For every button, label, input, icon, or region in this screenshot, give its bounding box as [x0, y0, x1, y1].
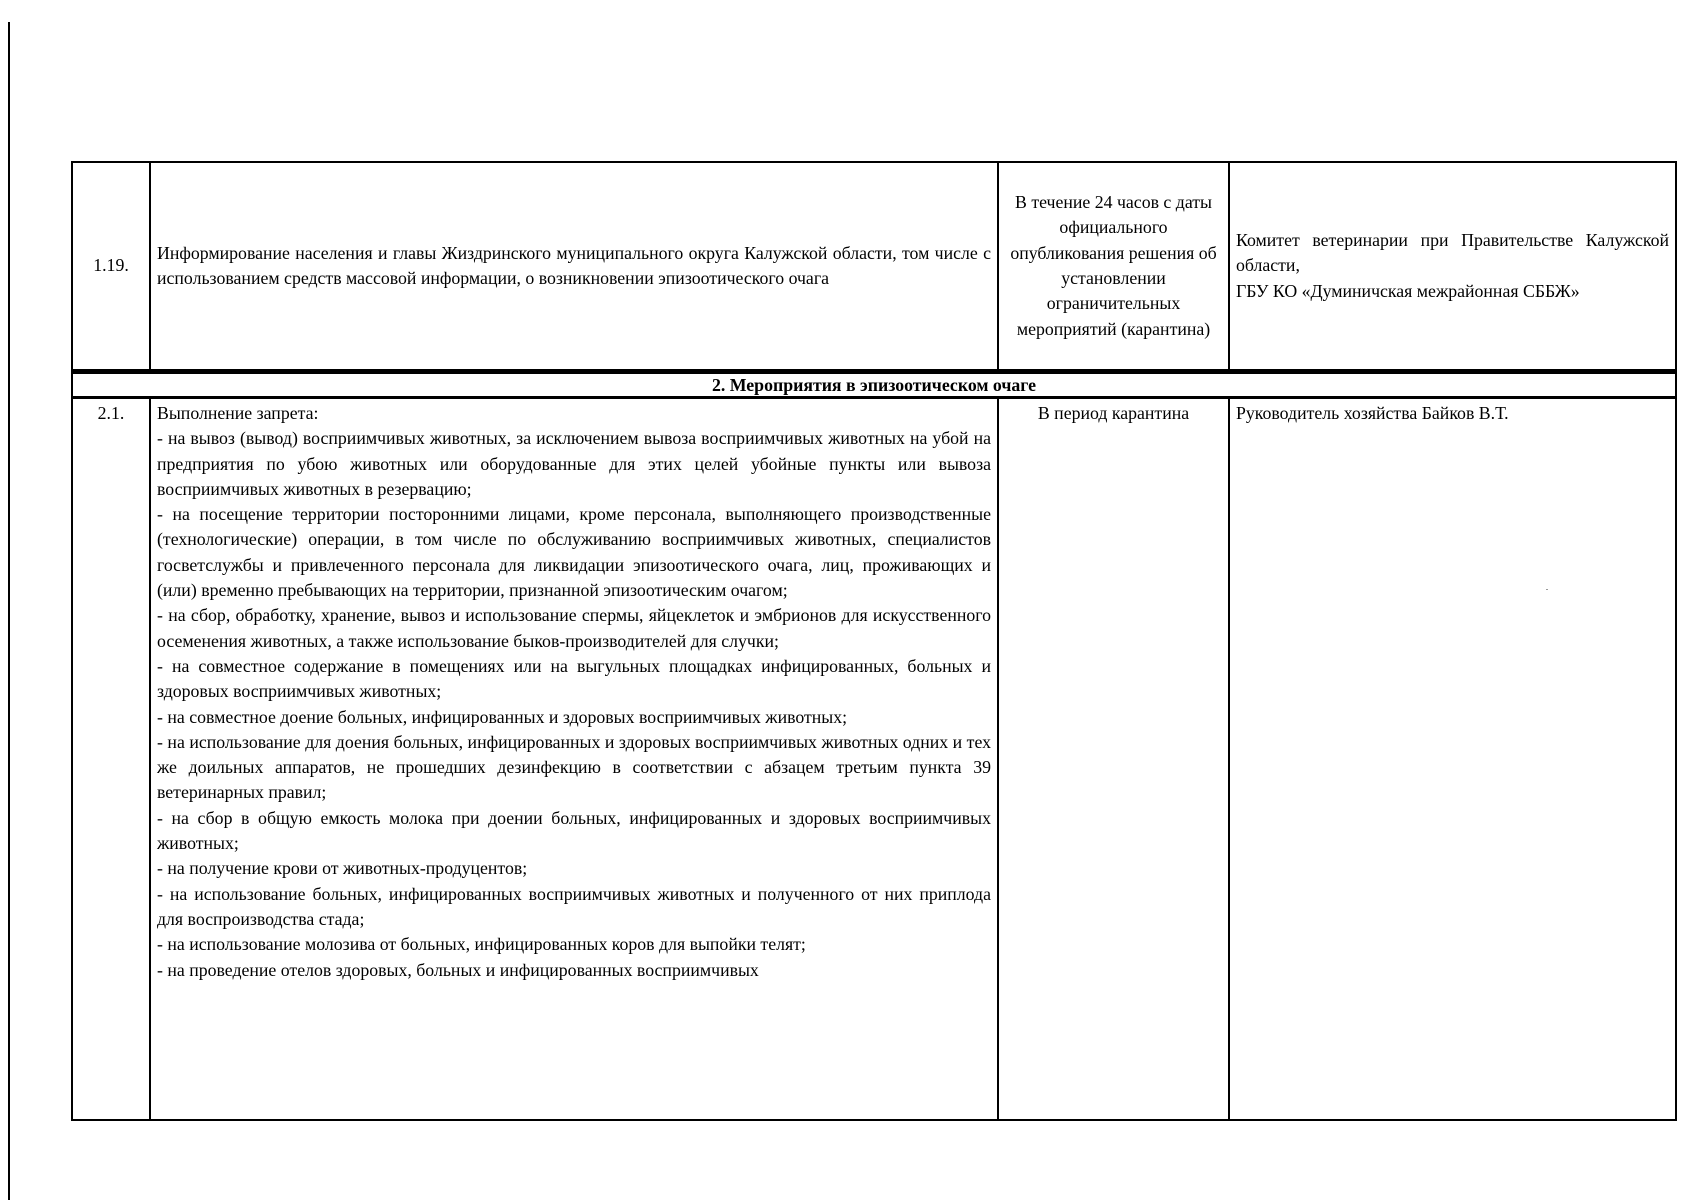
scan-speck	[1546, 589, 1548, 590]
prohibition-item: - на посещение территории посторонними лицами, кроме персонала, выполняющего производственные (технологические) операции, в том числе по обслуживанию восприимчивых животных, специалистов госветслужбы и привлеченного персонала для ликвидации эпизоотического очага, лиц, проживающих и (или) временно пребывающих на территории, признанной эпизоотическим очагом;	[157, 504, 991, 601]
responsible-cell: Руководитель хозяйства Байков В.Т.	[1229, 398, 1676, 1120]
prohibition-item: - на совместное доение больных, инфицированных и здоровых восприимчивых животных;	[157, 706, 848, 727]
prohibition-item: - на использование молозива от больных, инфицированных коров для выпойки телят;	[157, 934, 806, 955]
prohibition-item: - на использование больных, инфицированных восприимчивых животных и полученного от них приплода для воспроизводства стада;	[157, 883, 991, 929]
section-title: 2. Мероприятия в эпизоотическом очаге	[72, 372, 1676, 398]
prohibition-item: - на получение крови от животных-продуцентов;	[157, 858, 528, 879]
measures-table	[71, 161, 1677, 1121]
responsible-line: ГБУ КО «Думиничская межрайонная СББЖ»	[1236, 280, 1580, 301]
item-number-cell: 2.1.	[72, 398, 150, 1120]
prohibition-item: - на совместное содержание в помещениях или на выгульных площадках инфицированных, больных и здоровых восприимчивых животных;	[157, 655, 991, 702]
prohibition-item: - на использование для доения больных, инфицированных и здоровых восприимчивых животных одних и тех же доильных аппаратов, не прошедших дезинфекцию в соответствии с абзацем третьим пункта 39 ветеринарных правил;	[157, 731, 991, 803]
section-header-row	[72, 372, 1676, 398]
measure-text-cell: Информирование населения и главы Жиздринского муниципального округа Калужской области, том числе с использованием средств массовой информации, о возникновении эпизоотического очага	[150, 162, 998, 372]
responsible-cell	[1229, 162, 1676, 372]
prohibition-item: - на сбор в общую емкость молока при доении больных, инфицированных и здоровых восприимчивых животных;	[157, 807, 991, 854]
item-number-cell: 1.19.	[72, 162, 150, 372]
measure-text-cell	[150, 398, 998, 1120]
term-cell: В течение 24 часов с даты официального опубликования решения об установлении ограничительных мероприятий (карантина)	[998, 162, 1229, 372]
measure-intro: Выполнение запрета:	[157, 403, 319, 423]
responsible-line: Комитет ветеринарии при Правительстве Калужской области,	[1236, 230, 1669, 276]
left-margin-line	[8, 22, 10, 1200]
prohibition-item: - на проведение отелов здоровых, больных и инфицированных восприимчивых	[157, 959, 759, 980]
term-cell: В период карантина	[998, 398, 1229, 1120]
prohibition-item: - на вывоз (вывод) восприимчивых животных, за исключением вывоза восприимчивых животных на убой на предприятия по убою животных или оборудованные для этих целей убойные пункты или вывоза восприимчивых животных в резервацию;	[157, 428, 991, 499]
table-row-2-1	[72, 398, 1676, 1120]
table-row-1-19	[72, 162, 1676, 372]
prohibition-item: - на сбор, обработку, хранение, вывоз и использование спермы, яйцеклеток и эмбрионов для искусственного осеменения животных, а также использование быков-производителей для случки;	[157, 605, 991, 651]
